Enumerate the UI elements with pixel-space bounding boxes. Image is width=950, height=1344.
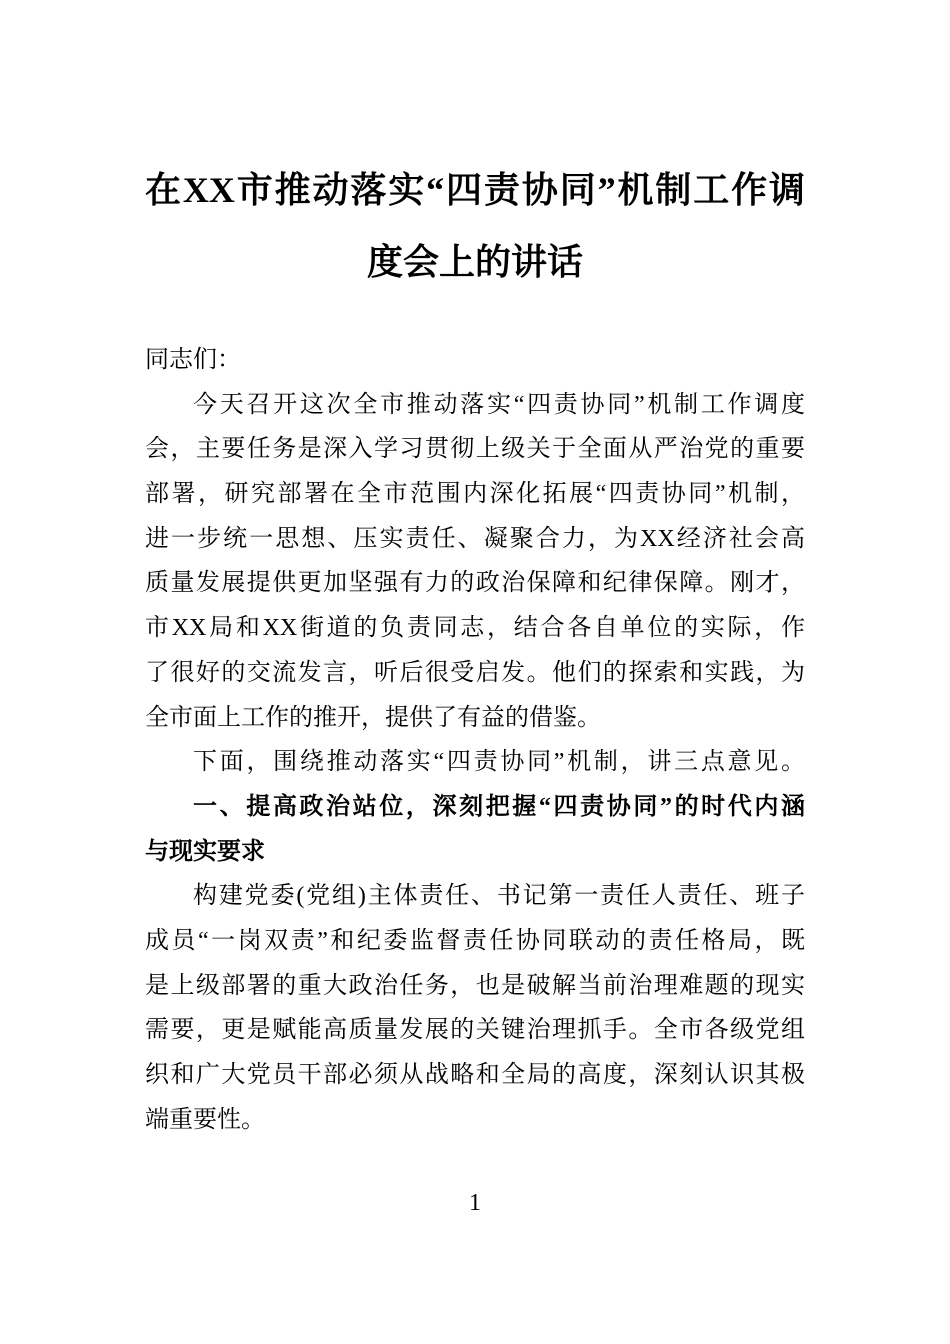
body-text-line: 是上级部署的重大政治任务，也是破解当前治理难题的现实 [145,972,805,999]
document-title-line-2: 度会上的讲话 [366,242,583,282]
section-heading-line: 与现实要求 [145,838,265,865]
body-text-line: 成员“一岗双责”和纪委监督责任协同联动的责任格局，既 [145,927,805,954]
body-text-line: 构建党委(党组)主体责任、书记第一责任人责任、班子 [193,883,805,910]
body-text-line: 了很好的交流发言，听后很受启发。他们的探索和实践，为 [145,659,805,686]
body-text-line: 质量发展提供更加坚强有力的政治保障和纪律保障。刚才， [145,570,805,597]
body-text-line: 市XX局和XX街道的负责同志，结合各自单位的实际，作 [145,615,805,642]
body-text-line: 会，主要任务是深入学习贯彻上级关于全面从严治党的重要 [145,436,805,463]
body-text-line: 端重要性。 [145,1106,265,1133]
body-text-line: 全市面上工作的推开，提供了有益的借鉴。 [145,704,601,731]
page-number: 1 [469,1190,481,1216]
body-text-line: 同志们： [145,347,241,373]
body-text-line: 部署，研究部署在全市范围内深化拓展“四责协同”机制， [145,481,805,508]
section-heading-line: 一、提高政治站位，深刻把握“四责协同”的时代内涵 [193,793,805,820]
body-text-line: 需要，更是赋能高质量发展的关键治理抓手。全市各级党组 [145,1017,805,1044]
body-text-line: 下面，围绕推动落实“四责协同”机制，讲三点意见。 [193,749,805,776]
body-text-line: 进一步统一思想、压实责任、凝聚合力，为XX经济社会高 [145,525,805,552]
document-body [145,338,805,1142]
body-text-line: 今天召开这次全市推动落实“四责协同”机制工作调度 [193,391,805,418]
document-title-line-1: 在XX市推动落实“四责协同”机制工作调 [145,170,805,210]
body-text-line: 织和广大党员干部必须从战略和全局的高度，深刻认识其极 [145,1062,805,1088]
